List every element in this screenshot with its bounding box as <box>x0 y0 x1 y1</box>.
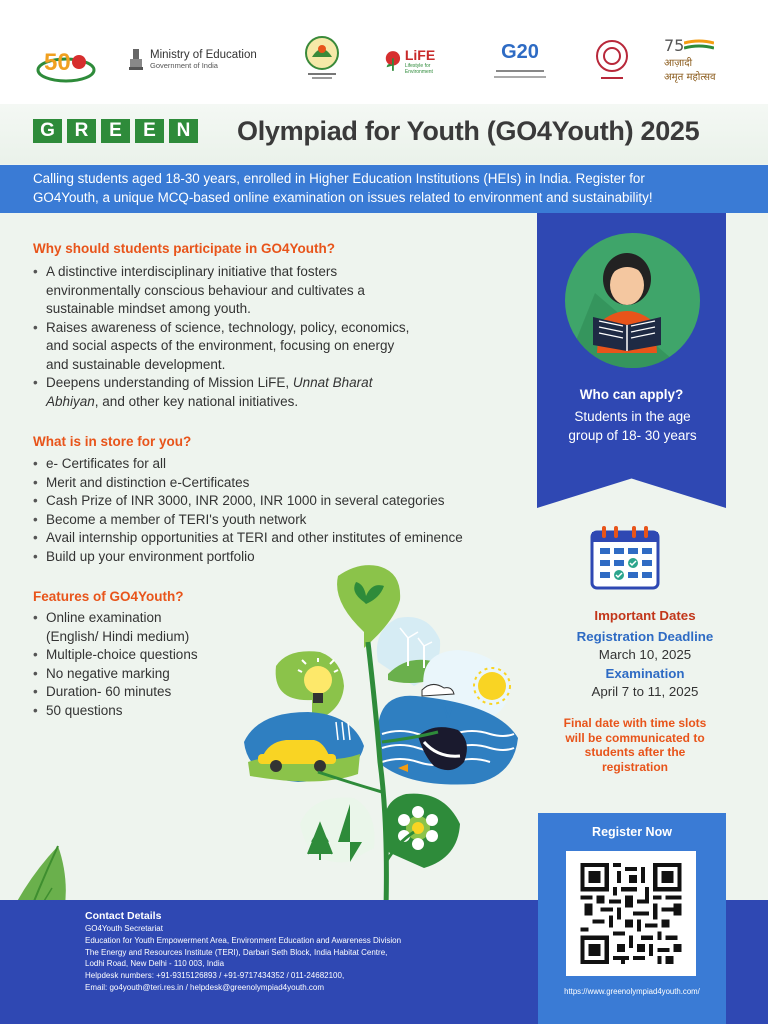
g20-logo <box>488 30 552 88</box>
register-now-title: Register Now <box>592 825 672 839</box>
contact-line[interactable]: Email: go4youth@teri.res.in / helpdesk@greenolympiad4youth.com <box>85 982 325 992</box>
register-url-link[interactable]: https://www.greenolympiad4youth.com/ <box>564 987 700 996</box>
green-letter: E <box>101 119 130 143</box>
list-item: • Become a member of TERI's youth network <box>33 511 533 530</box>
contact-line: Lodhi Road, New Delhi - 110 003, India <box>85 959 225 969</box>
green-wordmark <box>33 119 198 143</box>
azadi-line-2: अमृत महोत्सव <box>664 71 716 83</box>
green-letter: N <box>169 119 198 143</box>
logo-bar <box>0 0 768 104</box>
list-item: • Build up your environment portfolio <box>33 548 533 567</box>
list-item: • Merit and distinction e-Certificates <box>33 474 533 493</box>
list-item: • Online examination (English/ Hindi medium) <box>33 609 233 646</box>
list-item: • Avail internship opportunities at TERI and other institutes of eminence <box>33 529 533 548</box>
important-dates-heading: Important Dates <box>594 608 696 623</box>
qr-code-icon <box>578 863 684 964</box>
who-can-apply-text: Students in the age group of 18- 30 years <box>568 409 697 443</box>
qr-code[interactable] <box>566 851 696 976</box>
moe-title: Ministry of Education <box>150 48 257 61</box>
list-item: • Duration- 60 minutes <box>33 683 233 702</box>
g20-text: G20 <box>501 40 539 63</box>
life-subtitle: Lifestyle for Environment <box>404 63 433 75</box>
azadi-line-1: आज़ादी <box>664 57 693 69</box>
life-text: LiFE <box>404 47 436 63</box>
intro-banner <box>0 165 768 213</box>
contact-heading: Contact Details <box>85 910 162 922</box>
jubilee-logo <box>34 44 98 84</box>
emblem-icon <box>128 47 144 71</box>
list-item: • e- Certificates for all <box>33 455 533 474</box>
store-heading: What is in store for you? <box>33 434 192 449</box>
list-item: • A distinctive interdisciplinary initiative that fosters environmentally conscious behaviour and cultivates a sustainable mindset among youth. <box>33 263 453 319</box>
moe-subtitle: Government of India <box>150 60 218 70</box>
flag-icon <box>684 39 714 51</box>
green-letter: G <box>33 119 62 143</box>
examination-label: Examination <box>605 666 685 681</box>
list-item: • Cash Prize of INR 3000, INR 2000, INR 1000 in several categories <box>33 492 533 511</box>
azadi-number: 75 <box>664 35 685 55</box>
features-heading: Features of GO4Youth? <box>33 589 184 604</box>
store-list <box>33 455 533 566</box>
environment-tree-illustration <box>238 562 534 908</box>
contact-line: Education for Youth Empowerment Area, Environment Education and Awareness Division <box>85 935 402 945</box>
list-item: • No negative marking <box>33 665 233 684</box>
leaf-heart-icon <box>384 48 402 74</box>
moefcc-logo <box>300 34 344 84</box>
registration-deadline-value: March 10, 2025 <box>598 647 692 662</box>
registration-deadline-label: Registration Deadline <box>576 629 714 644</box>
ugc-logo <box>592 38 632 84</box>
ministry-of-education-logo <box>128 44 268 74</box>
contact-line[interactable]: Helpdesk numbers: +91-9315126893 / +91-9717434352 / 011-24682100, <box>85 971 345 981</box>
svg-text:50: 50 <box>44 49 71 76</box>
list-item: • Raises awareness of science, technology, policy, economics, and social aspects of the environment, focusing on energy and sustainable development. <box>33 319 453 375</box>
final-date-note: Final date with time slots will be communicated to students after the registration <box>563 716 707 774</box>
green-letter: R <box>67 119 96 143</box>
contact-line: GO4Youth Secretariat <box>85 924 163 933</box>
contact-line: The Energy and Resources Institute (TERI), Darbari Seth Block, India Habitat Centre, <box>85 947 388 957</box>
intro-line-2: GO4Youth, a unique MCQ-based online examination on issues related to environment and sustainability! <box>33 190 653 205</box>
why-list <box>33 263 453 411</box>
features-list <box>33 609 233 720</box>
list-item: • 50 questions <box>33 702 233 721</box>
green-letter: E <box>135 119 164 143</box>
list-item: • Deepens understanding of Mission LiFE, Unnat Bharat Abhiyan, and other key national initiatives. <box>33 374 413 411</box>
life-logo <box>384 44 454 78</box>
azadi-amrit-mahotsav-logo <box>664 36 736 82</box>
intro-line-1: Calling students aged 18-30 years, enrolled in Higher Education Institutions (HEIs) in India. Register for <box>33 171 645 186</box>
list-item: • Multiple-choice questions <box>33 646 233 665</box>
who-can-apply-title: Who can apply? <box>579 387 684 402</box>
contact-details <box>85 909 401 994</box>
why-heading: Why should students participate in GO4Youth? <box>33 241 336 256</box>
calendar-icon <box>590 524 660 590</box>
student-reading-icon <box>565 233 700 368</box>
page-title: Olympiad for Youth (GO4Youth) 2025 <box>237 116 700 146</box>
examination-value: April 7 to 11, 2025 <box>591 684 699 699</box>
